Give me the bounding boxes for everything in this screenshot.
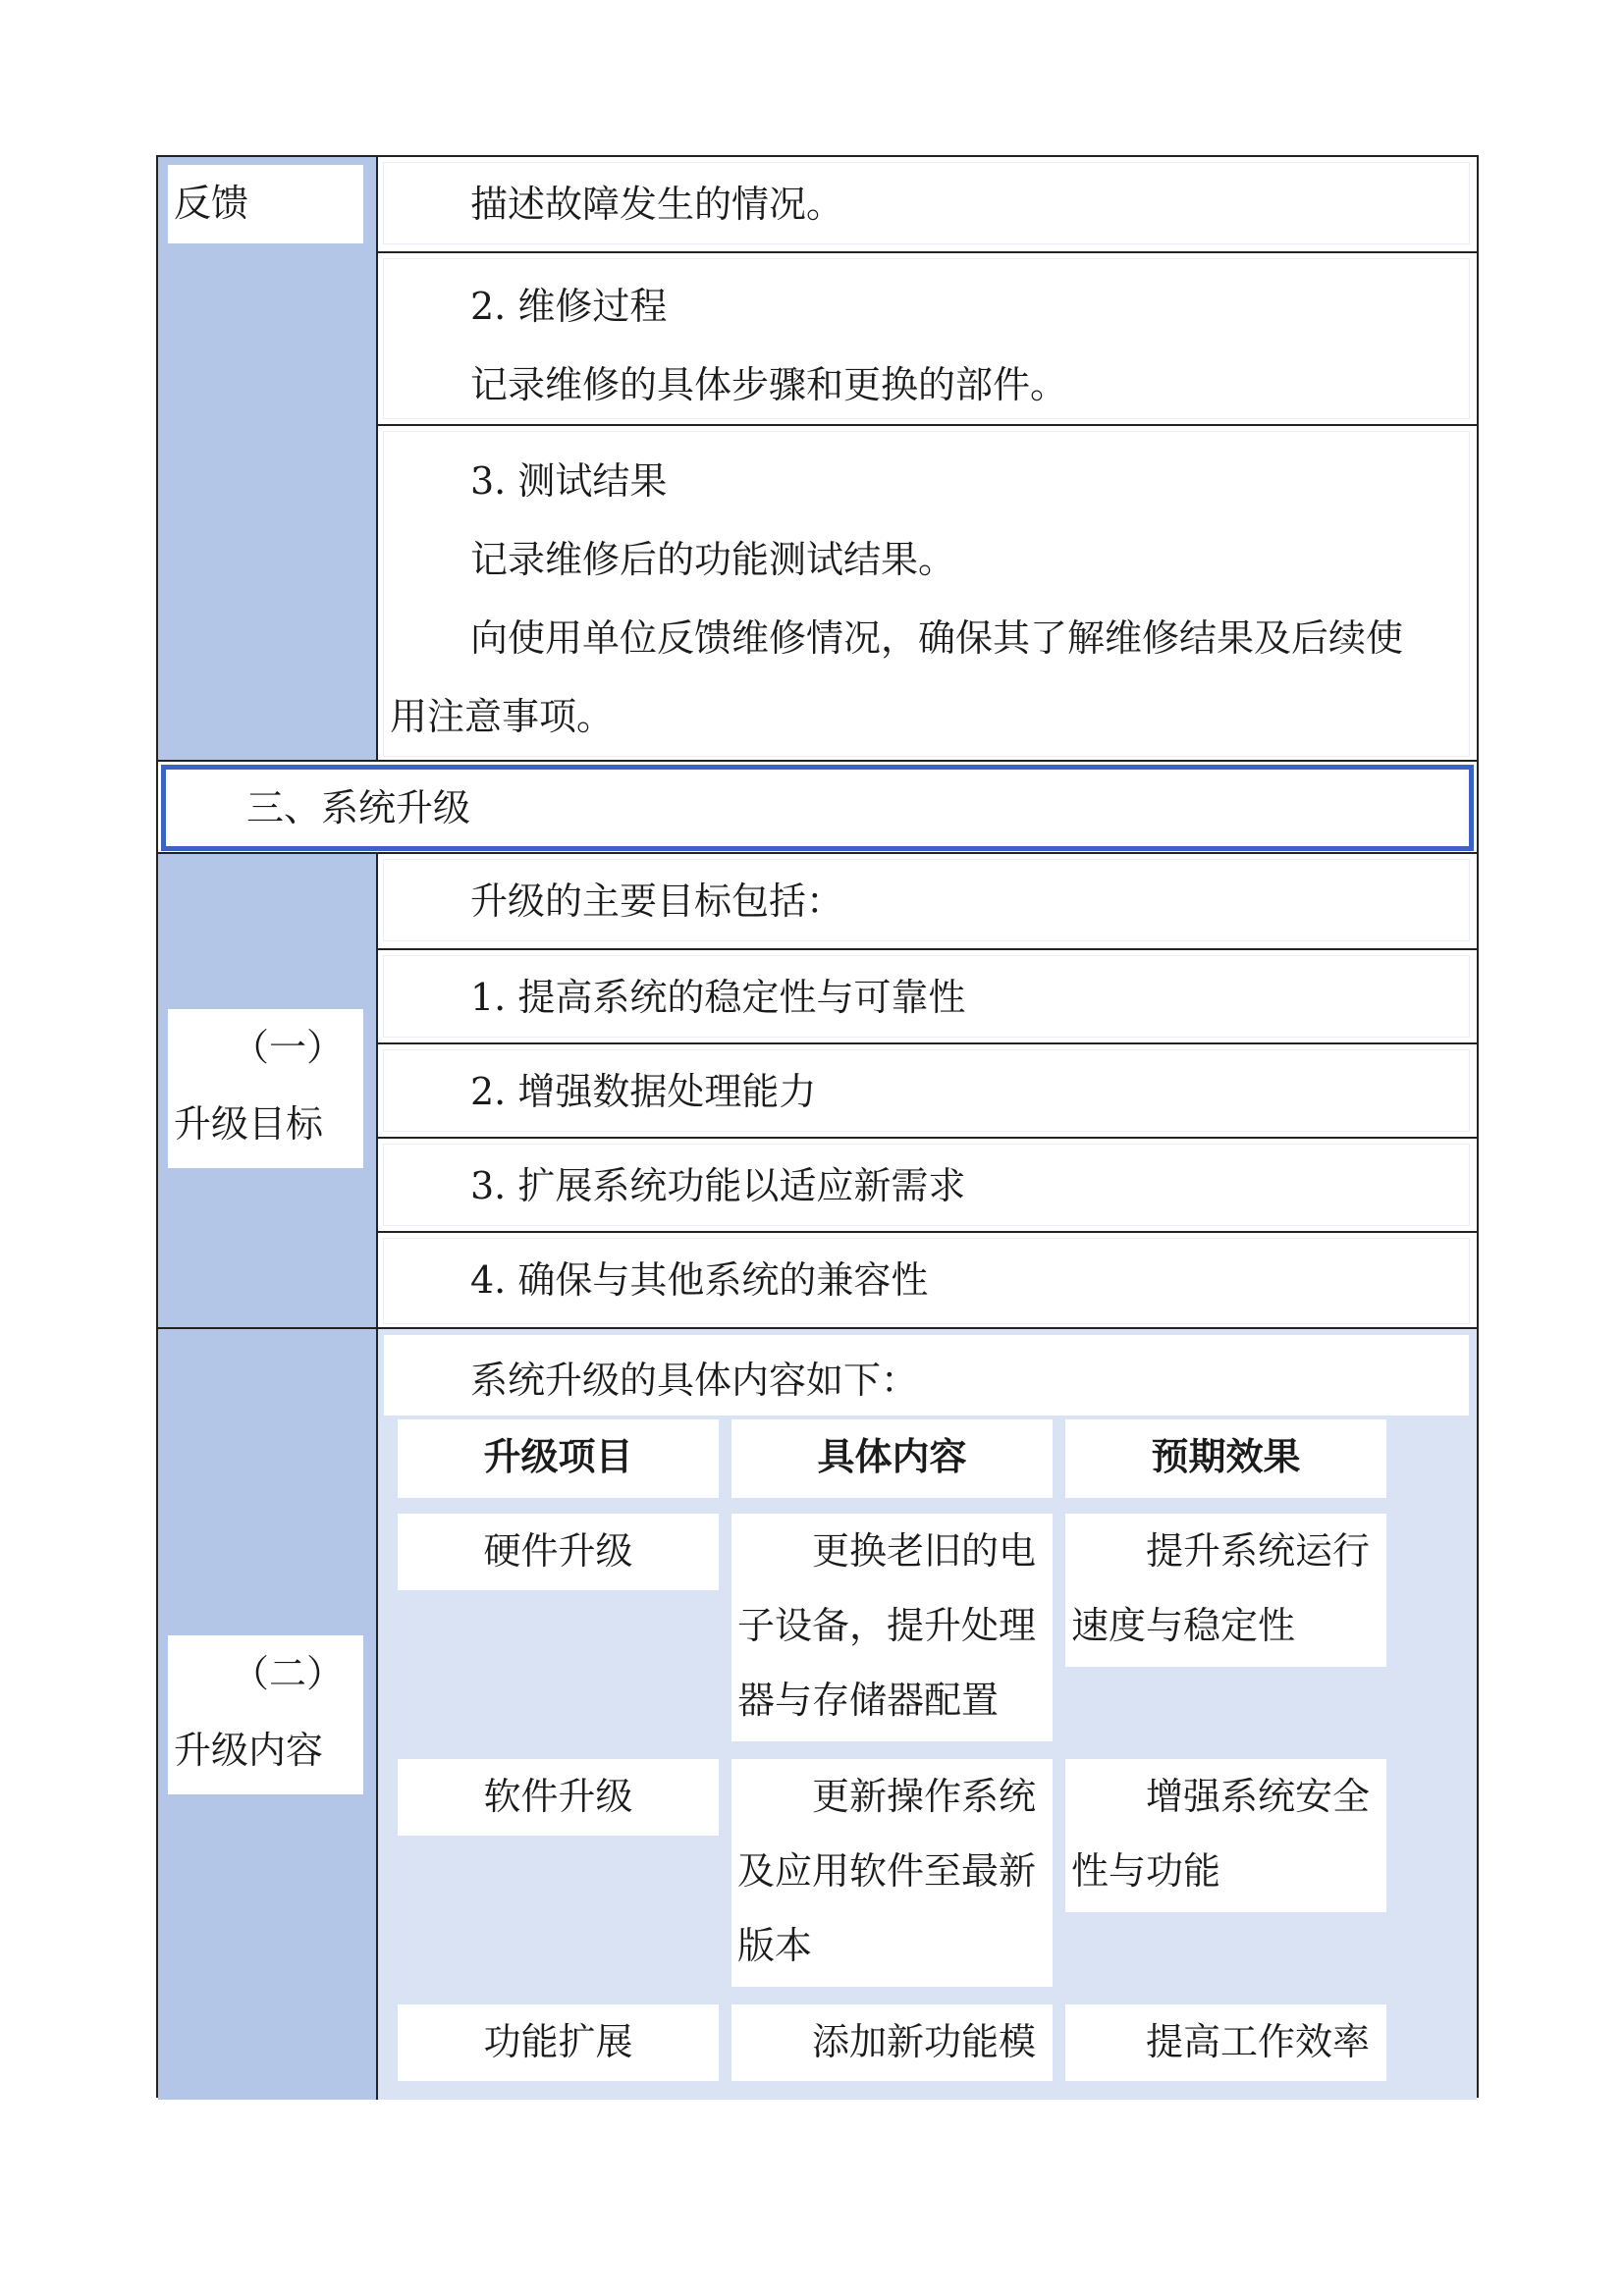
- row-label: 反馈: [168, 165, 363, 243]
- goal-item: 2. 增强数据处理能力: [378, 1042, 1477, 1137]
- paragraph: 系统升级的具体内容如下：: [470, 1359, 919, 1402]
- content-cell: [378, 854, 1477, 946]
- document-table: [156, 155, 1479, 2098]
- table-cell: 提高工作效率: [1065, 2004, 1386, 2081]
- row-label: （二） 升级内容: [168, 1635, 363, 1794]
- feedback-row: [158, 157, 1477, 762]
- table-header: 具体内容: [731, 1419, 1053, 1498]
- step-title: 2. 维修过程: [470, 285, 668, 328]
- goal-item: 1. 提高系统的稳定性与可靠性: [378, 948, 1477, 1042]
- row-content-column: [378, 157, 1477, 762]
- table-cell: 更新操作系统 及应用软件至最新 版本: [731, 1759, 1053, 1987]
- paragraph: 升级的主要目标包括：: [470, 880, 844, 923]
- table-cell: 功能扩展: [398, 2004, 719, 2081]
- table-cell: 增强系统安全 性与功能: [1065, 1759, 1386, 1912]
- row-label: （一） 升级目标: [168, 1009, 363, 1168]
- content-cell: [378, 157, 1477, 249]
- section-heading: 三、系统升级: [246, 786, 471, 829]
- paragraph: 记录维修后的功能测试结果。: [470, 538, 956, 581]
- paragraph: 记录维修的具体步骤和更换的部件。: [470, 363, 1068, 406]
- goal-item: 3. 扩展系统功能以适应新需求: [378, 1137, 1477, 1231]
- row-label-column: [158, 1329, 378, 2100]
- section-heading-row: [158, 760, 1477, 854]
- content-row: [158, 1327, 1477, 2100]
- row-content-column: [378, 854, 1477, 1329]
- table-header: 升级项目: [398, 1419, 719, 1498]
- table-cell: 更换老旧的电 子设备，提升处理 器与存储器配置: [731, 1514, 1053, 1741]
- table-cell: 软件升级: [398, 1759, 719, 1836]
- goal-item: 4. 确保与其他系统的兼容性: [378, 1231, 1477, 1329]
- content-cell: [384, 1335, 1469, 1415]
- table-header: 预期效果: [1065, 1419, 1386, 1498]
- goals-row: [158, 852, 1477, 1329]
- row-label-column: [158, 854, 378, 1329]
- paragraph: 描述故障发生的情况。: [470, 183, 844, 226]
- paragraph-continuation: 用注意事项。: [390, 695, 615, 738]
- table-cell: 添加新功能模: [731, 2004, 1053, 2081]
- content-cell: [378, 251, 1477, 424]
- row-content-column: [378, 1329, 1477, 2100]
- step-title: 3. 测试结果: [470, 459, 668, 503]
- paragraph: 向使用单位反馈维修情况，确保其了解维修结果及后续使: [470, 616, 1404, 660]
- table-cell: 硬件升级: [398, 1514, 719, 1590]
- content-cell: [378, 424, 1477, 762]
- table-cell: 提升系统运行 速度与稳定性: [1065, 1514, 1386, 1667]
- row-label-column: [158, 157, 378, 762]
